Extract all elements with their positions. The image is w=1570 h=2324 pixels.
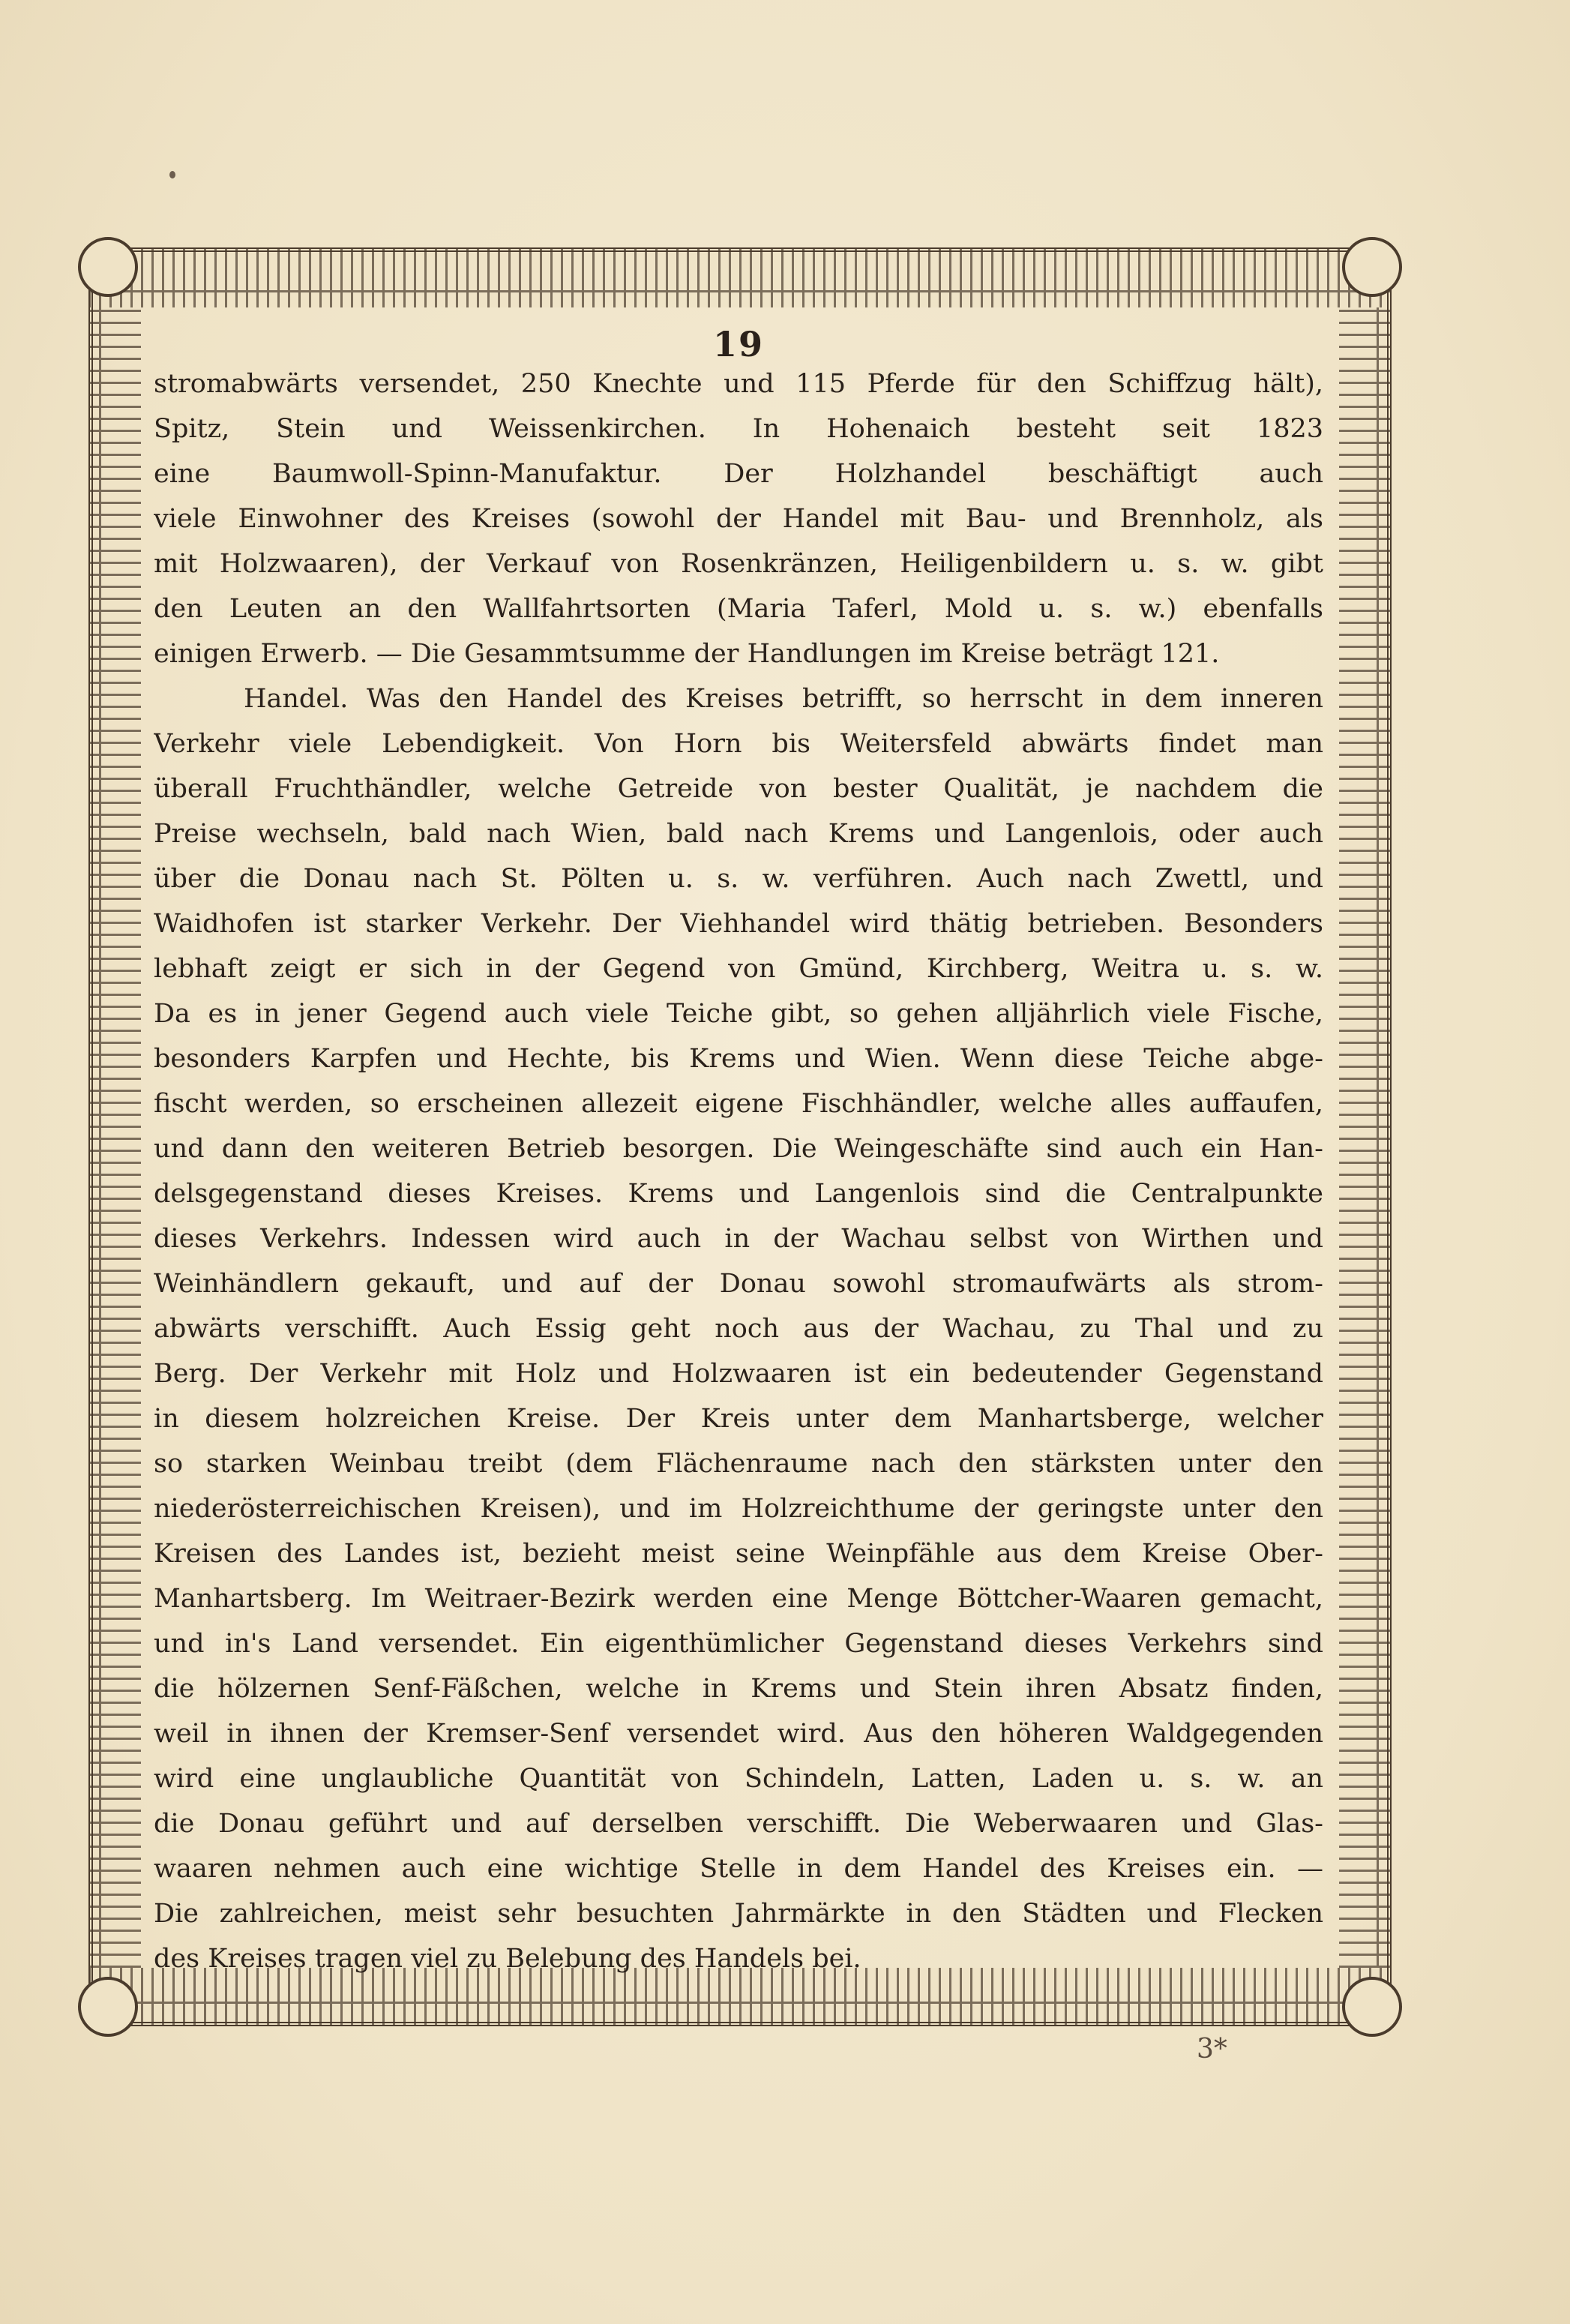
text-line: besonders Karpfen und Hechte, bis Krems und Wien. Wenn diese Teiche abge- <box>154 1044 1323 1074</box>
text-line: fischt werden, so erscheinen allezeit eigene Fischhändler, welche alles auffaufen, <box>154 1089 1323 1119</box>
text-line: lebhaft zeigt er sich in der Gegend von Gmünd, Kirchberg, Weitra u. s. w. <box>154 954 1323 984</box>
text-line: eine Baumwoll-Spinn-Manufaktur. Der Holzhandel beschäftigt auch <box>154 459 1323 489</box>
text-line: dieses Verkehrs. Indessen wird auch in der Wachau selbst von Wirthen und <box>154 1224 1323 1254</box>
text-line: die Donau geführt und auf derselben verschifft. Die Weberwaaren und Glas- <box>154 1809 1323 1839</box>
text-line: niederösterreichischen Kreisen), und im Holzreichthume der geringste unter den <box>154 1494 1323 1524</box>
text-line: Verkehr viele Lebendigkeit. Von Horn bis Weitersfeld abwärts findet man <box>154 729 1323 759</box>
text-line: Die zahlreichen, meist sehr besuchten Jahrmärkte in den Städten und Flecken <box>154 1899 1323 1929</box>
text-line: abwärts verschifft. Auch Essig geht noch aus der Wachau, zu Thal und zu <box>154 1314 1323 1344</box>
text-line: in diesem holzreichen Kreise. Der Kreis unter dem Manhartsberge, welcher <box>154 1404 1323 1434</box>
text-line: den Leuten an den Wallfahrtsorten (Maria Taferl, Mold u. s. w.) ebenfalls <box>154 594 1323 624</box>
text-line: Berg. Der Verkehr mit Holz und Holzwaaren ist ein bedeutender Gegenstand <box>154 1359 1323 1389</box>
corner-ornament-top-right <box>1342 237 1402 297</box>
text-line: Preise wechseln, bald nach Wien, bald nach Krems und Langenlois, oder auch <box>154 819 1323 849</box>
text-line: über die Donau nach St. Pölten u. s. w. verführen. Auch nach Zwettl, und <box>154 864 1323 894</box>
text-line: Manhartsberg. Im Weitraer-Bezirk werden eine Menge Böttcher-Waaren gemacht, <box>154 1584 1323 1614</box>
text-line: Da es in jener Gegend auch viele Teiche gibt, so gehen alljährlich viele Fische, <box>154 999 1323 1029</box>
corner-ornament-bottom-right <box>1342 1977 1402 2037</box>
text-line: mit Holzwaaren), der Verkauf von Rosenkränzen, Heiligenbildern u. s. w. gibt <box>154 549 1323 579</box>
text-line: viele Einwohner des Kreises (sowohl der Handel mit Bau- und Brennholz, als <box>154 504 1323 534</box>
text-line: überall Fruchthändler, welche Getreide von bester Qualität, je nachdem die <box>154 774 1323 804</box>
text-line: und in's Land versendet. Ein eigenthümlicher Gegenstand dieses Verkehrs sind <box>154 1629 1323 1659</box>
corner-ornament-top-left <box>78 237 138 297</box>
text-line: so starken Weinbau treibt (dem Flächenraume nach den stärksten unter den <box>154 1449 1323 1479</box>
text-line: des Kreises tragen viel zu Belebung des Handels bei. <box>154 1944 861 1974</box>
text-line: die hölzernen Senf-Fäßchen, welche in Krems und Stein ihren Absatz finden, <box>154 1674 1323 1704</box>
text-line: Waidhofen ist starker Verkehr. Der Viehhandel wird thätig betrieben. Besonders <box>154 909 1323 939</box>
text-line: delsgegenstand dieses Kreises. Krems und Langenlois sind die Centralpunkte <box>154 1179 1323 1209</box>
text-line: Spitz, Stein und Weissenkirchen. In Hohenaich besteht seit 1823 <box>154 414 1323 444</box>
text-line: waaren nehmen auch eine wichtige Stelle in dem Handel des Kreises ein. — <box>154 1854 1323 1884</box>
page-number: 19 <box>712 324 764 364</box>
text-line: weil in ihnen der Kremser-Senf versendet wird. Aus den höheren Waldgegenden <box>154 1719 1323 1749</box>
text-line: und dann den weiteren Betrieb besorgen. Die Weingeschäfte sind auch ein Han- <box>154 1134 1323 1164</box>
text-line: Kreisen des Landes ist, bezieht meist seine Weinpfähle aus dem Kreise Ober- <box>154 1539 1323 1569</box>
text-line: einigen Erwerb. — Die Gesammtsumme der Handlungen im Kreise beträgt 121. <box>154 639 1220 669</box>
text-line: Weinhändlern gekauft, und auf der Donau sowohl stromaufwärts als strom- <box>154 1269 1323 1299</box>
body-text-block <box>154 315 1323 1974</box>
text-line: wird eine unglaubliche Quantität von Schindeln, Latten, Laden u. s. w. an <box>154 1764 1323 1794</box>
corner-ornament-bottom-left <box>78 1977 138 2037</box>
section-heading-line: Handel. Was den Handel des Kreises betrifft, so herrscht in dem inneren <box>244 684 1323 714</box>
ink-speck <box>169 171 175 178</box>
text-line: stromabwärts versendet, 250 Knechte und 115 Pferde für den Schiffzug hält), <box>154 369 1323 399</box>
signature-mark: 3* <box>1197 2034 1227 2065</box>
